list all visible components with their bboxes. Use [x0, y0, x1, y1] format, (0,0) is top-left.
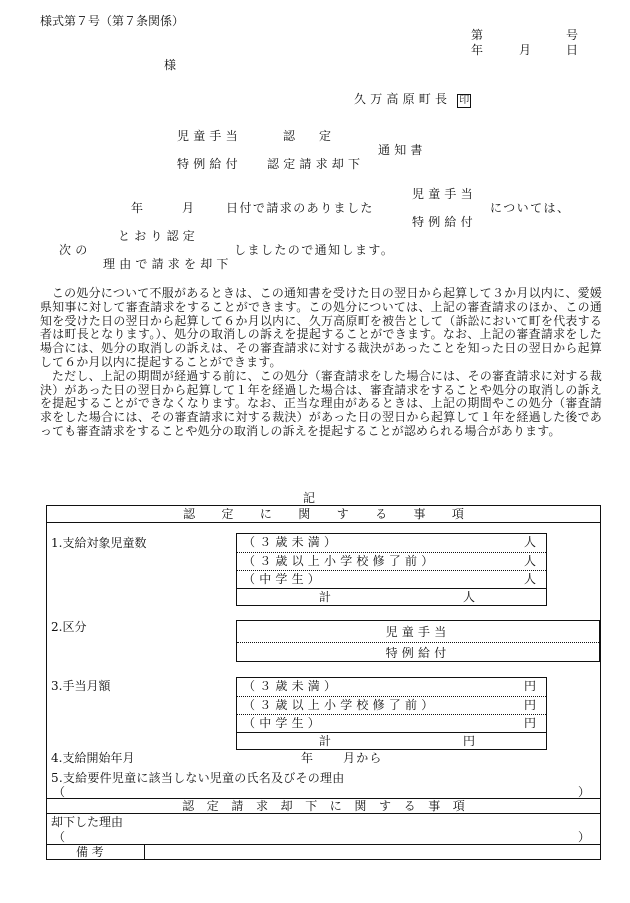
title-certification: 認 定	[283, 129, 338, 143]
title-child-allowance: 児童手当	[177, 129, 242, 143]
statement-certify-as: とおり認定	[118, 229, 200, 243]
title-special-benefit: 特例給付	[177, 157, 242, 171]
child-count-row	[237, 534, 546, 552]
number-prefix: 第	[471, 28, 484, 42]
remarks-label: 備考	[76, 845, 108, 859]
seal-mark: 印	[459, 95, 470, 106]
row-unit: 円	[523, 679, 536, 693]
reject-divider-bottom	[47, 813, 600, 814]
category-child-allowance: 児童手当	[385, 625, 451, 639]
appeal-paragraph-2: ただし、上記の期間が経過する前に、この処分（審査請求をした場合には、その審査請求に対する裁決）があった日の翌日から起算して１年を経過した場合は、審査請求をすることや処分の取消しの訴えを提起することができなくなります。なお、正当な理由があるときは、上記の期間やこの処分（審査請求をした場合には、その審査請求に対する裁決）があった日の翌日から起算して１年を経過した後であっても審査請求をすることや処分の取消しの訴えを提起することが認められる場合があります。	[40, 368, 602, 438]
date-month: 月	[519, 43, 532, 57]
reject-paren-close: ）	[578, 830, 591, 844]
monthly-amount-row	[237, 714, 546, 732]
row-unit: 人	[523, 554, 536, 568]
child-count-total-row	[237, 588, 546, 606]
rejection-section-header: 認定請求却下に関する事項	[182, 799, 478, 813]
addressee-suffix: 様	[164, 58, 177, 72]
child-count-box	[236, 533, 547, 606]
total-unit: 円	[463, 734, 476, 748]
row-unit: 円	[523, 698, 536, 712]
certification-section-header: 認定に関する事項	[183, 507, 491, 521]
row-label: （３歳以上小学校修了前）	[243, 698, 438, 712]
row-label: （中学生）	[243, 572, 325, 586]
start-year: 年	[301, 751, 314, 765]
category-box	[236, 620, 600, 662]
total-label: 計	[319, 734, 332, 748]
statement-dated-claim: 日付で請求のありました	[226, 201, 374, 215]
appeal-notice-text	[40, 287, 602, 439]
category-option	[237, 622, 599, 642]
row-label: （３歳未満）	[243, 535, 341, 549]
ki-mark: 記	[303, 491, 316, 505]
statement-reject-reason: 理由で請求を却下	[103, 257, 233, 271]
row-label: （３歳未満）	[243, 679, 341, 693]
section-1-label: 1.支給対象児童数	[51, 536, 147, 550]
sender-block	[354, 92, 471, 108]
child-count-row	[237, 570, 546, 588]
details-table	[46, 505, 601, 860]
section-3-label: 3.手当月額	[51, 679, 111, 693]
row-label: （中学生）	[243, 716, 325, 730]
total-unit: 人	[463, 590, 476, 604]
remarks-divider	[47, 844, 600, 845]
monthly-amount-box	[236, 677, 547, 750]
remarks-column-line	[144, 844, 145, 859]
category-special-benefit: 特例給付	[385, 646, 451, 660]
reject-paren-open: （	[53, 830, 66, 844]
title-notice: 通知書	[378, 143, 427, 157]
statement-option-special: 特例給付	[412, 215, 477, 229]
row-unit: 人	[523, 572, 536, 586]
sender-name: 久万高原町長	[354, 92, 452, 106]
statement-month: 月	[182, 201, 195, 215]
row-unit: 人	[523, 535, 536, 549]
title-rejection: 認定請求却下	[267, 157, 365, 171]
row-unit: 円	[523, 716, 536, 730]
monthly-amount-row	[237, 678, 546, 696]
appeal-paragraph-1: この処分について不服があるときは、この通知書を受けた日の翌日から起算して３か月以内に、愛媛県知事に対して審査請求をすることができます。この処分については、上記の審査請求のほか、この通知を受けた日の翌日から起算して６か月以内に、久万高原町を被告として（訴訟において町を代表する者は町長となります。）、処分の取消しの訴えを提起することができます。なお、上記の審査請求をした場合には、処分の取消しの訴えは、その審査請求に対する裁決があったことを知った日の翌日から起算して６か月以内に提起することができます。	[40, 286, 602, 369]
section-2-label: 2.区分	[51, 620, 87, 634]
section-5-label: 5.支給要件児童に該当しない児童の氏名及びその理由	[51, 771, 345, 785]
number-suffix: 号	[566, 28, 579, 42]
category-option	[237, 642, 599, 662]
monthly-amount-row	[237, 696, 546, 714]
paren-open: （	[53, 785, 66, 799]
statement-option-child-allowance: 児童手当	[412, 187, 477, 201]
total-label: 計	[319, 590, 332, 604]
header-divider	[47, 522, 600, 523]
statement-notify: しましたので通知します。	[234, 243, 395, 257]
statement-year: 年	[131, 201, 144, 215]
form-number: 様式第７号（第７条関係）	[40, 14, 185, 28]
section-4-label: 4.支給開始年月	[51, 751, 135, 765]
statement-next: 次の	[59, 243, 92, 257]
statement-regarding: については、	[490, 201, 571, 215]
monthly-amount-total-row	[237, 732, 546, 750]
paren-close: ）	[578, 785, 591, 799]
reject-reason-label: 却下した理由	[51, 815, 124, 829]
start-month-from: 月から	[343, 751, 383, 765]
row-label: （３歳以上小学校修了前）	[243, 554, 438, 568]
date-day: 日	[566, 43, 579, 57]
child-count-row	[237, 552, 546, 570]
date-year: 年	[471, 43, 484, 57]
